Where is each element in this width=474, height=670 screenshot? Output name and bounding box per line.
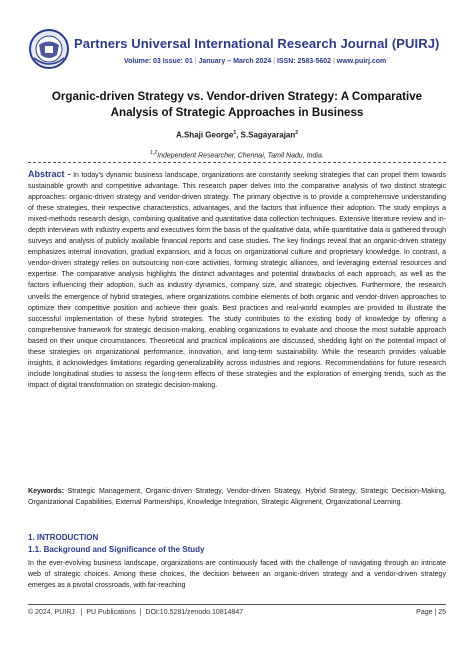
footer-divider (28, 604, 446, 605)
journal-seal-icon (28, 28, 70, 70)
section-divider (28, 162, 446, 163)
author-1-sup: 1 (233, 130, 237, 136)
author-2: S.Sagayarajan (240, 130, 296, 140)
page-number: Page | 25 (416, 609, 446, 616)
author-1: A.Shaji George (175, 130, 234, 140)
footer-doi[interactable]: DOI:10.5281/zenodo.10814847 (145, 609, 244, 616)
footer-left: © 2024, PUIRJ | PU Publications | DOI:10.5281/zenodo.10814847 (28, 609, 244, 616)
journal-date: January – March 2024 (198, 58, 272, 65)
author-line (0, 130, 474, 140)
affiliation (0, 150, 474, 159)
abstract-label: Abstract - (28, 169, 71, 179)
footer-copyright: © 2024, PUIRJ (28, 609, 75, 616)
section-heading: 1. INTRODUCTION (28, 533, 99, 542)
introduction-text: In the ever-evolving business landscape, organizations are continuously faced with the challenge of navigating through an intricate web of strategic choices. Among these choices, the decision between an organic-driven strategy and a vendor-driven strategy emerges as a pivotal crossroads, with far-reaching (28, 560, 446, 590)
journal-header (28, 28, 448, 74)
keywords-text: Strategic Management, Organic-driven Strategy, Vendor-driven Strategy, Hybrid Strategy, Strategic Decision-Making, Organizational Capabilities, External Partnerships, Knowledge Integration, Strategic Alignment, Organizational Learning. (28, 488, 446, 507)
affiliation-sup: 1,2 (150, 150, 158, 156)
journal-url[interactable]: www.puirj.com (336, 58, 387, 65)
journal-title: Partners Universal International Research Journal (PUIRJ) (74, 36, 440, 51)
journal-issn: ISSN: 2583-5602 (276, 58, 332, 65)
keywords-label: Keywords: (28, 488, 65, 495)
journal-volume: Volume: 03 Issue: 01 (124, 58, 193, 65)
subsection-heading: 1.1. Background and Significance of the Study (28, 545, 205, 554)
abstract-paragraph (28, 169, 446, 391)
author-2-sup: 2 (295, 130, 299, 136)
keywords-paragraph (28, 486, 446, 508)
footer-publisher: PU Publications (86, 609, 136, 616)
affiliation-text: Independent Researcher, Chennai, Tamil Nadu, India. (157, 152, 324, 160)
paper-title: Organic-driven Strategy vs. Vendor-driven Strategy: A Comparative Analysis of Strategic Approaches in Business (51, 90, 423, 119)
abstract-text: In today's dynamic business landscape, organizations are constantly seeking strategies that can propel them towards sustainable growth and competitive advantage. This research paper delves into the comparative analysis of two distinct strategic approaches: organic-driven strategy and vendor-driven strategy. The primary objective is to provide a comprehensive understanding of these strategies, their respective characteristics, advantages, and the factors that influence their adoption. The study employs a mixed-methods research design, combining qualitative and quantitative data collection techniques. Extensive literature review and in-depth interviews with industry experts and executives form the basis of the qualitative data, while quantitative data is gathered through surveys and analysis of publicly available financial reports and case studies. The key findings reveal that an organic-driven strategy emphasizes internal innovation, gradual expansion, and a focus on organizational culture and proprietary knowledge. In contrast, a vendor-driven strategy relies on outsourcing non-core activities, forming strategic alliances, and leveraging external resources and expertise. The comparative analysis highlights the distinct advantages and potential drawbacks of each approach, as well as the factors influencing their adoption, such as industry dynamics, company size, and strategic objectives. Furthermore, the research unveils the emergence of hybrid strategies, where organizations combine elements of both organic and vendor-driven approaches to optimize their competitive position and achieve their goals. Best practices and real-world examples are provided to illustrate the successful implementation of these hybrid strategies. The study contributes to the existing body of knowledge by offering a comprehensive framework for strategic decision-making, enabling organizations to evaluate and choose the most suitable approach based on their unique circumstances. Theoretical and practical implications are discussed, shedding light on the potential impact of these strategies on organizational performance, innovation, and long-term sustainability. While the research provides valuable insights, it acknowledges limitations regarding generalizability across industries and regions. Recommendations for future research include longitudinal studies to assess the long-term effects of these strategies and the exploration of emerging trends, such as the impact of digital transformation on strategic decision-making. (28, 172, 446, 389)
journal-meta: Volume: 03 Issue: 01 | January – March 2024 | ISSN: 2583-5602 | www.puirj.com (124, 58, 387, 65)
author-separator: , (236, 130, 241, 140)
